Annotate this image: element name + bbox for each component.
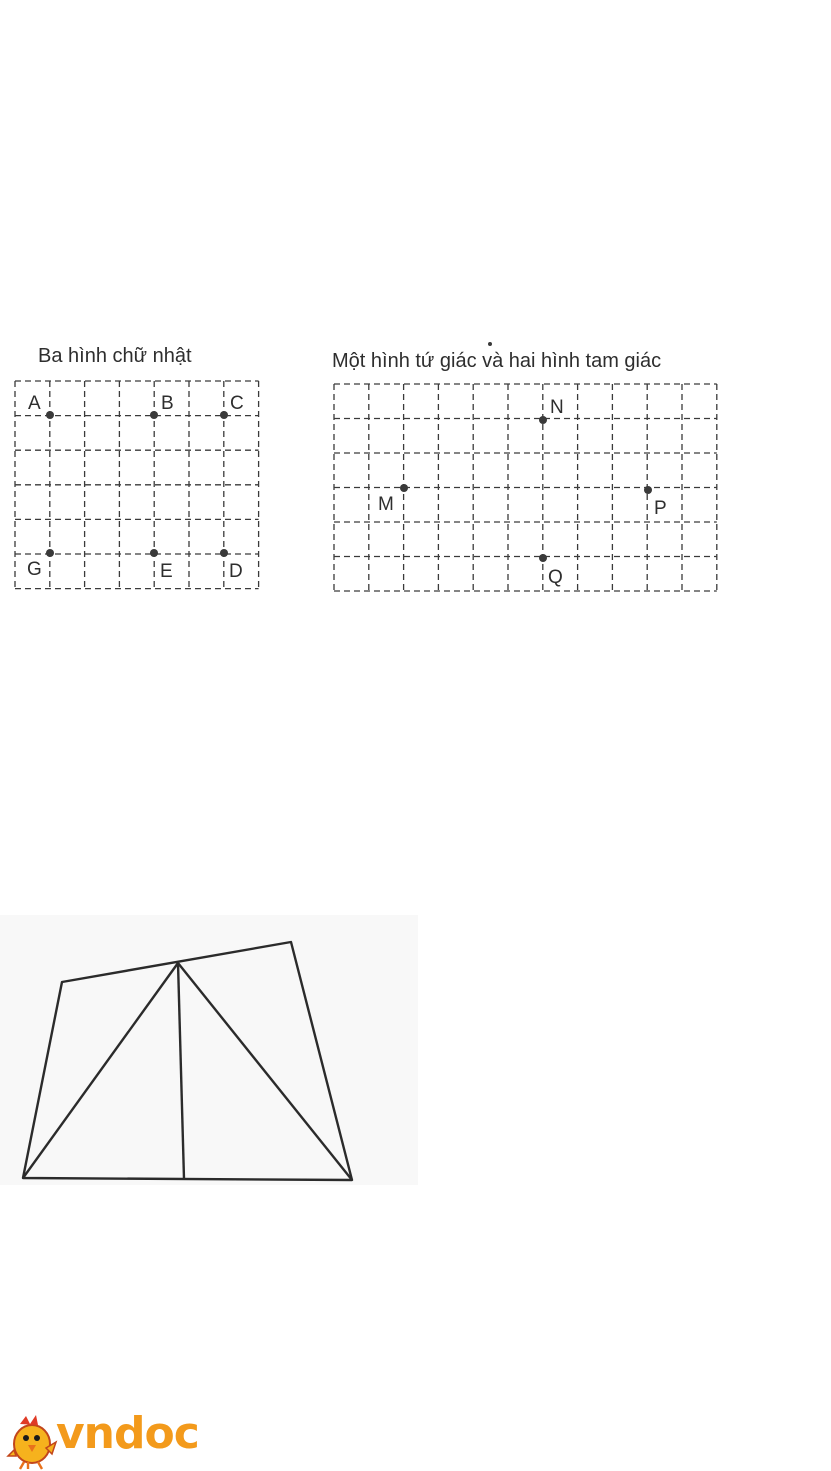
chick-mascot-icon <box>8 1415 56 1469</box>
point-a <box>46 411 54 419</box>
label-d: D <box>229 561 243 582</box>
point-g <box>46 549 54 557</box>
point-n <box>539 416 547 424</box>
point-m <box>400 484 408 492</box>
label-q: Q <box>548 567 563 588</box>
label-e: E <box>160 561 173 582</box>
point-b <box>150 411 158 419</box>
label-a: A <box>28 393 41 414</box>
caption-quadrilateral-two-triangles: Một hình tứ giác và hai hình tam giác <box>332 350 662 372</box>
point-d <box>220 549 228 557</box>
label-n: N <box>550 397 564 418</box>
point-e <box>150 549 158 557</box>
label-m: M <box>378 494 394 515</box>
label-p: P <box>654 498 667 519</box>
point-c <box>220 411 228 419</box>
caption-three-rectangles: Ba hình chữ nhật <box>38 345 192 367</box>
vndoc-wordmark: vndoc <box>56 1408 199 1459</box>
label-b: B <box>161 393 174 414</box>
point-p <box>644 486 652 494</box>
label-c: C <box>230 393 244 414</box>
label-g: G <box>27 559 42 580</box>
point-q <box>539 554 547 562</box>
stray-dot <box>488 342 492 346</box>
right-grid-lines <box>334 384 717 591</box>
